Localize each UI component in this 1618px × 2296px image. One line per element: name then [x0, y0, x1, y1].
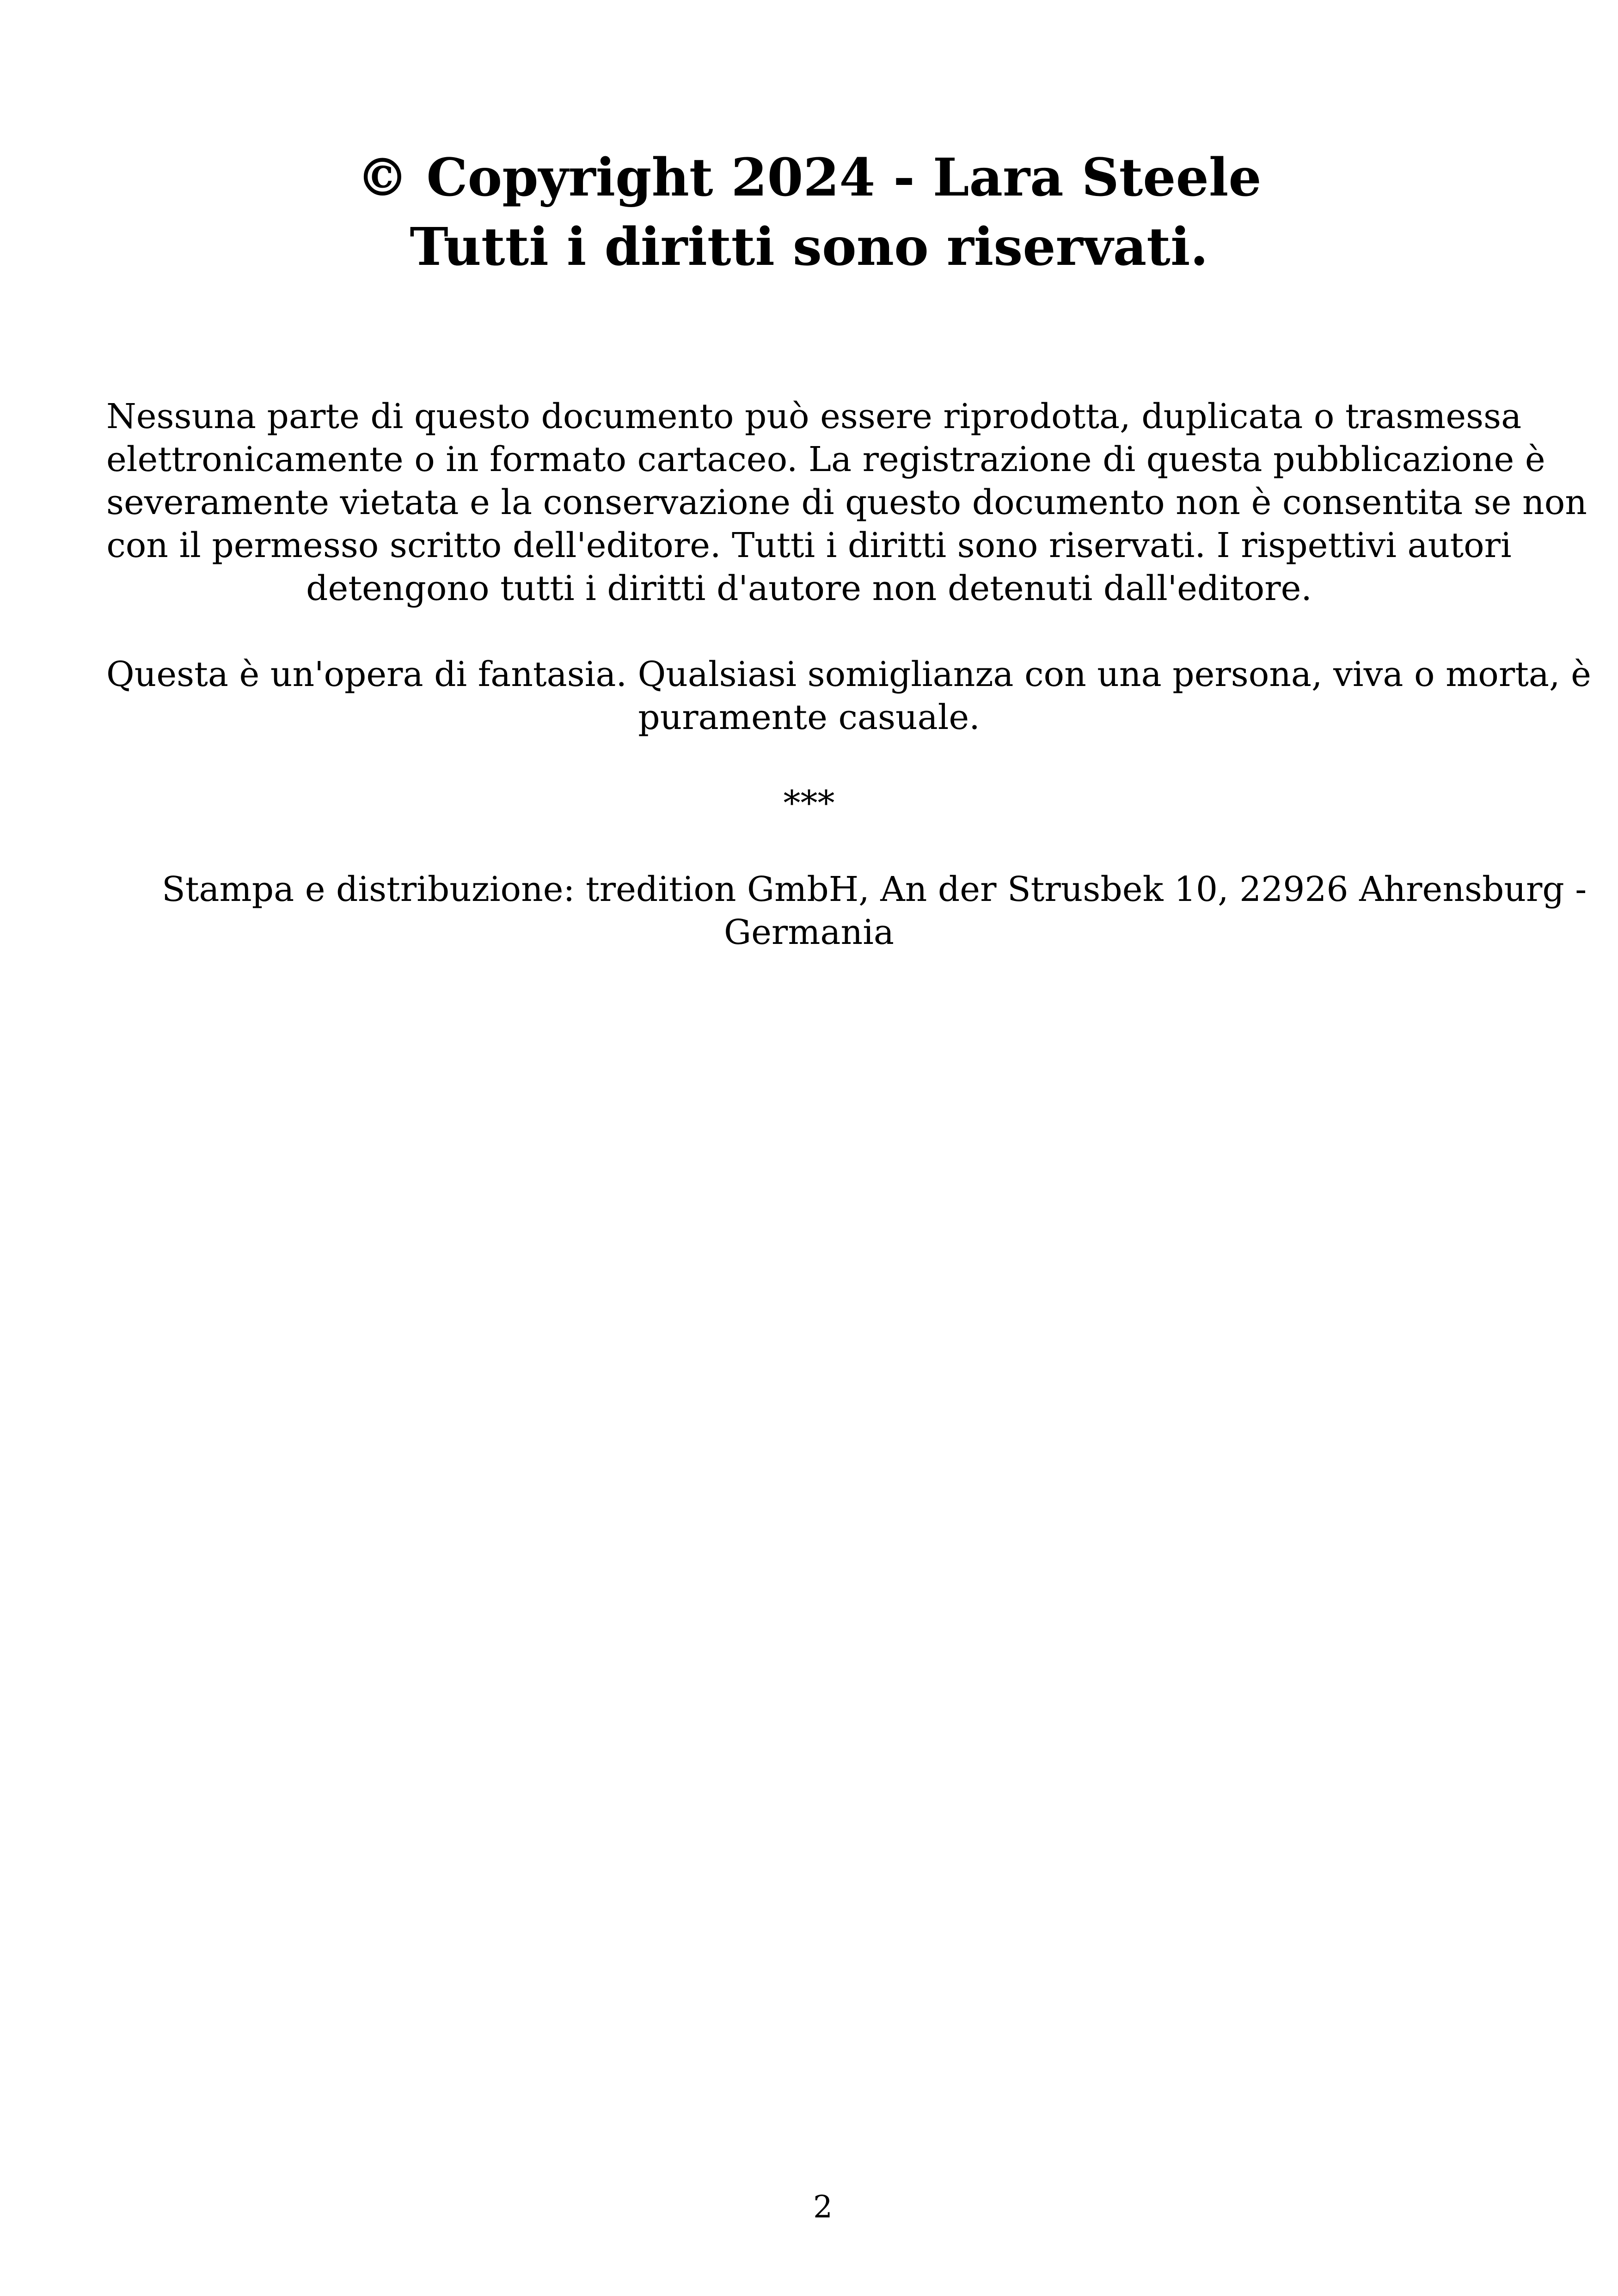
- section-separator: ***: [783, 784, 835, 823]
- copyright-line: © Copyright 2024 - Lara Steele: [356, 147, 1262, 208]
- printer-info: [106, 868, 1587, 954]
- notice-line: Nessuna parte di questo documento può essere riprodotta, duplicata o trasmessa: [106, 397, 1522, 436]
- page-body: [106, 395, 1591, 954]
- fiction-disclaimer: [106, 653, 1591, 739]
- reproduction-notice: [106, 395, 1587, 610]
- copyright-heading: [116, 143, 1502, 282]
- disclaimer-line: puramente casuale.: [638, 698, 980, 737]
- printer-line: Stampa e distribuzione: tredition GmbH, An der Strusbek 10, 22926 Ahrensburg -: [162, 869, 1587, 909]
- notice-line: elettronicamente o in formato cartaceo. La registrazione di questa pubblicazione è: [106, 440, 1545, 479]
- printer-country: Germania: [723, 912, 894, 952]
- page-number: 2: [813, 2189, 833, 2225]
- notice-line: severamente vietata e la conservazione di questo documento non è consentita se non: [106, 483, 1587, 522]
- notice-line: con il permesso scritto dell'editore. Tutti i diritti sono riservati. I rispettivi autori: [106, 526, 1512, 565]
- rights-reserved-line: Tutti i diritti sono riservati.: [410, 217, 1208, 277]
- disclaimer-line: Questa è un'opera di fantasia. Qualsiasi somiglianza con una persona, viva o morta, è: [106, 655, 1591, 694]
- notice-line: detengono tutti i diritti d'autore non detenuti dall'editore.: [306, 569, 1312, 608]
